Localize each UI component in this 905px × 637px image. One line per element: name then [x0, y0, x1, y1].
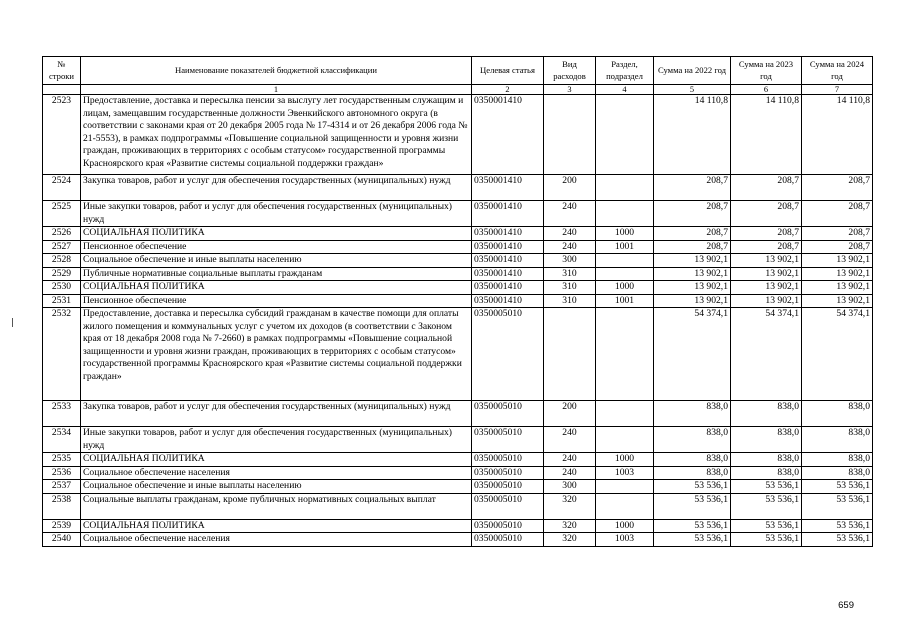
section-code-cell: 1000: [596, 519, 654, 533]
row-number-cell: 2535: [43, 453, 81, 467]
row-number-cell: 2534: [43, 427, 81, 453]
section-code-cell: [596, 427, 654, 453]
sum-2022-cell: 54 374,1: [654, 308, 731, 401]
sum-2024-cell: 13 902,1: [802, 254, 873, 268]
sum-2023-cell: 53 536,1: [731, 519, 802, 533]
expense-type-cell: 200: [544, 401, 596, 427]
indicator-name-cell: Социальное обеспечение населения: [81, 466, 472, 480]
sum-2023-cell: 13 902,1: [731, 267, 802, 281]
header-name: Наименование показателей бюджетной классификации: [81, 57, 472, 85]
sum-2022-cell: 208,7: [654, 240, 731, 254]
sum-2022-cell: 838,0: [654, 401, 731, 427]
table-row: [43, 227, 873, 241]
target-article-cell: 0350005010: [472, 533, 544, 547]
sum-2024-cell: 53 536,1: [802, 480, 873, 494]
target-article-cell: 0350001410: [472, 294, 544, 308]
expense-type-cell: 240: [544, 201, 596, 227]
header-sum-2024: Сумма на 2024 год: [802, 57, 873, 85]
sum-2024-cell: 53 536,1: [802, 519, 873, 533]
target-article-cell: 0350001410: [472, 175, 544, 201]
column-number-row: [43, 85, 873, 95]
indicator-name-cell: Иные закупки товаров, работ и услуг для обеспечения государственных (муниципальных) нужд: [81, 201, 472, 227]
target-article-cell: 0350005010: [472, 519, 544, 533]
indicator-name-cell: Предоставление, доставка и пересылка пенсии за выслугу лет государственным служащим и лицам, замещавшим государственные должности Эвенкийского автономного округа (в соответствии с законами края от 20 декабря 2005 года № 17-4314 и от 26 декабря 2006 года № 21-5553), в рамках подпрограммы «Повышение социальной защищенности и уровня жизни граждан, проживающих в территориях с особым статусом» государственной программы Красноярского края «Развитие системы социальной поддержки граждан»: [81, 95, 472, 175]
expense-type-cell: 320: [544, 533, 596, 547]
table-row: [43, 493, 873, 519]
table-row: [43, 466, 873, 480]
target-article-cell: 0350005010: [472, 493, 544, 519]
expense-type-cell: 310: [544, 281, 596, 295]
expense-type-cell: 240: [544, 227, 596, 241]
table-row: [43, 308, 873, 401]
sum-2023-cell: 208,7: [731, 227, 802, 241]
row-number-cell: 2539: [43, 519, 81, 533]
sum-2023-cell: 838,0: [731, 453, 802, 467]
table-row: [43, 427, 873, 453]
header-sum-2022: Сумма на 2022 год: [654, 57, 731, 85]
sum-2022-cell: 208,7: [654, 227, 731, 241]
column-number: 2: [472, 85, 544, 95]
sum-2022-cell: 838,0: [654, 427, 731, 453]
sum-2024-cell: 14 110,8: [802, 95, 873, 175]
table-row: [43, 480, 873, 494]
table-row: [43, 254, 873, 268]
target-article-cell: 0350001410: [472, 201, 544, 227]
indicator-name-cell: Иные закупки товаров, работ и услуг для обеспечения государственных (муниципальных) нужд: [81, 427, 472, 453]
sum-2022-cell: 13 902,1: [654, 254, 731, 268]
sum-2022-cell: 208,7: [654, 175, 731, 201]
sum-2023-cell: 13 902,1: [731, 294, 802, 308]
expense-type-cell: 200: [544, 175, 596, 201]
section-code-cell: 1003: [596, 533, 654, 547]
expense-type-cell: 240: [544, 240, 596, 254]
sum-2022-cell: 13 902,1: [654, 281, 731, 295]
target-article-cell: 0350005010: [472, 401, 544, 427]
section-code-cell: 1001: [596, 294, 654, 308]
row-number-cell: 2536: [43, 466, 81, 480]
sum-2024-cell: 54 374,1: [802, 308, 873, 401]
indicator-name-cell: Закупка товаров, работ и услуг для обеспечения государственных (муниципальных) нужд: [81, 175, 472, 201]
scan-edge-mark: [12, 318, 13, 327]
expense-type-cell: 300: [544, 254, 596, 268]
target-article-cell: 0350005010: [472, 466, 544, 480]
sum-2024-cell: 13 902,1: [802, 281, 873, 295]
row-number-cell: 2524: [43, 175, 81, 201]
sum-2024-cell: 208,7: [802, 227, 873, 241]
sum-2022-cell: 53 536,1: [654, 533, 731, 547]
sum-2024-cell: 838,0: [802, 401, 873, 427]
section-code-cell: 1001: [596, 240, 654, 254]
section-code-cell: [596, 175, 654, 201]
header-section: Раздел, подраздел: [596, 57, 654, 85]
indicator-name-cell: СОЦИАЛЬНАЯ ПОЛИТИКА: [81, 519, 472, 533]
section-code-cell: [596, 254, 654, 268]
row-number-cell: 2526: [43, 227, 81, 241]
sum-2023-cell: 838,0: [731, 401, 802, 427]
sum-2024-cell: 208,7: [802, 201, 873, 227]
table-row: [43, 95, 873, 175]
target-article-cell: 0350001410: [472, 240, 544, 254]
table-row: [43, 240, 873, 254]
sum-2022-cell: 53 536,1: [654, 493, 731, 519]
target-article-cell: 0350005010: [472, 480, 544, 494]
sum-2022-cell: 838,0: [654, 466, 731, 480]
sum-2023-cell: 208,7: [731, 175, 802, 201]
row-number-cell: 2531: [43, 294, 81, 308]
column-number: 4: [596, 85, 654, 95]
table-row: [43, 281, 873, 295]
section-code-cell: [596, 480, 654, 494]
sum-2022-cell: 14 110,8: [654, 95, 731, 175]
indicator-name-cell: СОЦИАЛЬНАЯ ПОЛИТИКА: [81, 227, 472, 241]
sum-2022-cell: 838,0: [654, 453, 731, 467]
expense-type-cell: 240: [544, 427, 596, 453]
target-article-cell: 0350005010: [472, 427, 544, 453]
expense-type-cell: 240: [544, 466, 596, 480]
sum-2024-cell: 208,7: [802, 175, 873, 201]
sum-2022-cell: 53 536,1: [654, 519, 731, 533]
row-number-cell: 2523: [43, 95, 81, 175]
section-code-cell: [596, 493, 654, 519]
row-number-cell: 2540: [43, 533, 81, 547]
indicator-name-cell: Социальные выплаты гражданам, кроме публичных нормативных социальных выплат: [81, 493, 472, 519]
sum-2023-cell: 208,7: [731, 201, 802, 227]
row-number-cell: 2538: [43, 493, 81, 519]
budget-table: [42, 56, 873, 547]
target-article-cell: 0350005010: [472, 453, 544, 467]
section-code-cell: [596, 267, 654, 281]
section-code-cell: [596, 401, 654, 427]
table-row: [43, 201, 873, 227]
sum-2022-cell: 208,7: [654, 201, 731, 227]
row-number-cell: 2525: [43, 201, 81, 227]
table-row: [43, 519, 873, 533]
sum-2023-cell: 54 374,1: [731, 308, 802, 401]
column-number: 5: [654, 85, 731, 95]
header-row-number: № строки: [43, 57, 81, 85]
section-code-cell: 1000: [596, 281, 654, 295]
expense-type-cell: 310: [544, 267, 596, 281]
column-number: 3: [544, 85, 596, 95]
target-article-cell: 0350001410: [472, 227, 544, 241]
row-number-cell: 2533: [43, 401, 81, 427]
expense-type-cell: 240: [544, 453, 596, 467]
expense-type-cell: 320: [544, 493, 596, 519]
sum-2023-cell: 53 536,1: [731, 480, 802, 494]
indicator-name-cell: СОЦИАЛЬНАЯ ПОЛИТИКА: [81, 281, 472, 295]
column-number: 7: [802, 85, 873, 95]
budget-sheet: [42, 56, 872, 547]
target-article-cell: 0350001410: [472, 95, 544, 175]
row-number-cell: 2527: [43, 240, 81, 254]
header-sum-2023: Сумма на 2023 год: [731, 57, 802, 85]
sum-2023-cell: 14 110,8: [731, 95, 802, 175]
table-row: [43, 453, 873, 467]
column-number: [43, 85, 81, 95]
target-article-cell: 0350001410: [472, 254, 544, 268]
sum-2023-cell: 838,0: [731, 427, 802, 453]
section-code-cell: 1000: [596, 453, 654, 467]
table-row: [43, 175, 873, 201]
sum-2024-cell: 53 536,1: [802, 533, 873, 547]
row-number-cell: 2532: [43, 308, 81, 401]
indicator-name-cell: Социальное обеспечение населения: [81, 533, 472, 547]
sum-2024-cell: 13 902,1: [802, 267, 873, 281]
sum-2024-cell: 208,7: [802, 240, 873, 254]
expense-type-cell: 300: [544, 480, 596, 494]
sum-2024-cell: 838,0: [802, 453, 873, 467]
indicator-name-cell: Публичные нормативные социальные выплаты гражданам: [81, 267, 472, 281]
header-expense-type: Вид расходов: [544, 57, 596, 85]
table-body: [43, 95, 873, 547]
sum-2023-cell: 53 536,1: [731, 533, 802, 547]
indicator-name-cell: Пенсионное обеспечение: [81, 294, 472, 308]
page-number: 659: [838, 600, 854, 611]
indicator-name-cell: Социальное обеспечение и иные выплаты населению: [81, 480, 472, 494]
expense-type-cell: [544, 95, 596, 175]
target-article-cell: 0350001410: [472, 281, 544, 295]
sum-2023-cell: 13 902,1: [731, 281, 802, 295]
row-number-cell: 2528: [43, 254, 81, 268]
indicator-name-cell: Закупка товаров, работ и услуг для обеспечения государственных (муниципальных) нужд: [81, 401, 472, 427]
row-number-cell: 2529: [43, 267, 81, 281]
section-code-cell: 1003: [596, 466, 654, 480]
sum-2024-cell: 838,0: [802, 427, 873, 453]
expense-type-cell: 320: [544, 519, 596, 533]
expense-type-cell: [544, 308, 596, 401]
row-number-cell: 2530: [43, 281, 81, 295]
expense-type-cell: 310: [544, 294, 596, 308]
sum-2023-cell: 208,7: [731, 240, 802, 254]
column-number: 1: [81, 85, 472, 95]
indicator-name-cell: Социальное обеспечение и иные выплаты населению: [81, 254, 472, 268]
sum-2023-cell: 13 902,1: [731, 254, 802, 268]
sum-2022-cell: 13 902,1: [654, 294, 731, 308]
table-row: [43, 401, 873, 427]
header-target-article: Целевая статья: [472, 57, 544, 85]
sum-2024-cell: 13 902,1: [802, 294, 873, 308]
table-header-row: [43, 57, 873, 85]
table-row: [43, 267, 873, 281]
section-code-cell: [596, 201, 654, 227]
row-number-cell: 2537: [43, 480, 81, 494]
indicator-name-cell: Пенсионное обеспечение: [81, 240, 472, 254]
sum-2023-cell: 53 536,1: [731, 493, 802, 519]
target-article-cell: 0350001410: [472, 267, 544, 281]
sum-2022-cell: 13 902,1: [654, 267, 731, 281]
column-number: 6: [731, 85, 802, 95]
indicator-name-cell: Предоставление, доставка и пересылка субсидий гражданам в качестве помощи для оплаты жилого помещения и коммунальных услуг с учетом их доходов (в соответствии с Законом края от 18 декабря 2008 года № 7-2660) в рамках подпрограммы «Повышение социальной защищенности и уровня жизни граждан, проживающих в территориях с особым статусом» государственной программы Красноярского края «Развитие системы социальной поддержки граждан»: [81, 308, 472, 401]
sum-2022-cell: 53 536,1: [654, 480, 731, 494]
table-row: [43, 533, 873, 547]
table-row: [43, 294, 873, 308]
section-code-cell: 1000: [596, 227, 654, 241]
sum-2024-cell: 838,0: [802, 466, 873, 480]
sum-2023-cell: 838,0: [731, 466, 802, 480]
sum-2024-cell: 53 536,1: [802, 493, 873, 519]
section-code-cell: [596, 308, 654, 401]
indicator-name-cell: СОЦИАЛЬНАЯ ПОЛИТИКА: [81, 453, 472, 467]
section-code-cell: [596, 95, 654, 175]
target-article-cell: 0350005010: [472, 308, 544, 401]
